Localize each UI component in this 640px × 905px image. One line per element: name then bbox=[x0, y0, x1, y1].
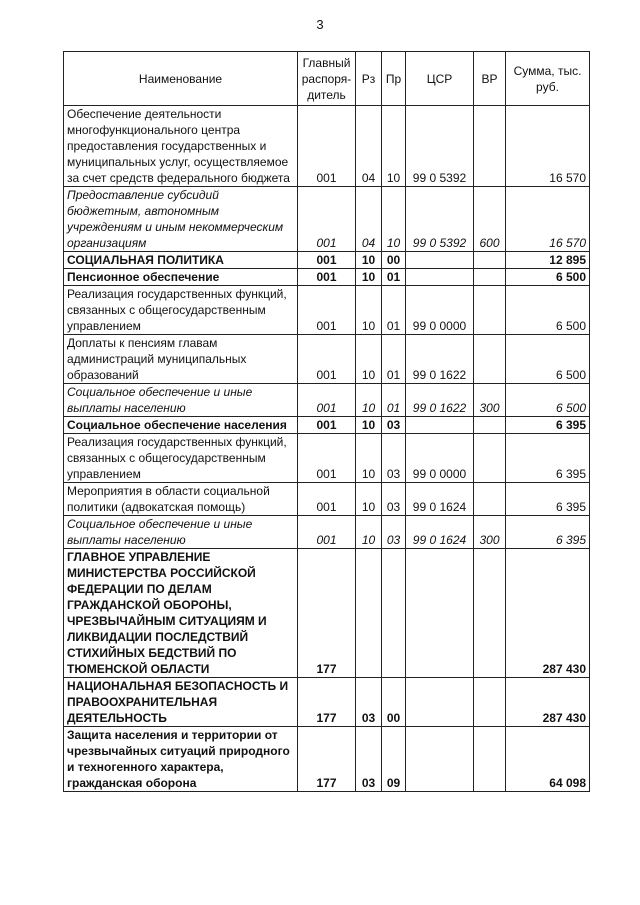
cell-pr: 10 bbox=[382, 187, 406, 252]
cell-csr: 99 0 5392 bbox=[406, 106, 474, 187]
cell-sum: 6 395 bbox=[506, 483, 590, 516]
table-row bbox=[64, 187, 590, 252]
cell-name: НАЦИОНАЛЬНАЯ БЕЗОПАСНОСТЬ И ПРАВООХРАНИТЕЛЬНАЯ ДЕЯТЕЛЬНОСТЬ bbox=[64, 678, 298, 727]
table-row bbox=[64, 417, 590, 434]
cell-csr: 99 0 5392 bbox=[406, 187, 474, 252]
cell-vr bbox=[474, 269, 506, 286]
table-row bbox=[64, 434, 590, 483]
cell-name: Защита населения и территории от чрезвычайных ситуаций природного и техногенного характера, гражданская оборона bbox=[64, 727, 298, 792]
cell-sum: 16 570 bbox=[506, 106, 590, 187]
cell-pr: 03 bbox=[382, 483, 406, 516]
cell-chief: 177 bbox=[298, 549, 356, 678]
table-row bbox=[64, 678, 590, 727]
cell-vr bbox=[474, 252, 506, 269]
cell-sum: 6 395 bbox=[506, 516, 590, 549]
cell-sum: 6 500 bbox=[506, 384, 590, 417]
cell-rz: 10 bbox=[356, 252, 382, 269]
cell-name: Социальное обеспечение населения bbox=[64, 417, 298, 434]
cell-rz bbox=[356, 549, 382, 678]
cell-name: Мероприятия в области социальной политики (адвокатская помощь) bbox=[64, 483, 298, 516]
cell-csr: 99 0 1624 bbox=[406, 516, 474, 549]
cell-name: ГЛАВНОЕ УПРАВЛЕНИЕ МИНИСТЕРСТВА РОССИЙСКОЙ ФЕДЕРАЦИИ ПО ДЕЛАМ ГРАЖДАНСКОЙ ОБОРОНЫ, ЧРЕЗВЫЧАЙНЫМ СИТУАЦИЯМ И ЛИКВИДАЦИИ ПОСЛЕДСТВИЙ СТИХИЙНЫХ БЕДСТВИЙ ПО ТЮМЕНСКОЙ ОБЛАСТИ bbox=[64, 549, 298, 678]
cell-chief: 001 bbox=[298, 269, 356, 286]
header-pr: Пр bbox=[382, 52, 406, 106]
cell-vr bbox=[474, 335, 506, 384]
header-vr: ВР bbox=[474, 52, 506, 106]
cell-rz: 10 bbox=[356, 335, 382, 384]
cell-csr bbox=[406, 678, 474, 727]
table-row bbox=[64, 516, 590, 549]
cell-pr: 01 bbox=[382, 269, 406, 286]
cell-chief: 177 bbox=[298, 727, 356, 792]
cell-pr: 01 bbox=[382, 335, 406, 384]
budget-table bbox=[63, 51, 590, 792]
cell-chief: 001 bbox=[298, 252, 356, 269]
cell-rz: 10 bbox=[356, 417, 382, 434]
table-row bbox=[64, 286, 590, 335]
cell-name: Доплаты к пенсиям главам администраций муниципальных образований bbox=[64, 335, 298, 384]
cell-name: Социальное обеспечение и иные выплаты населению bbox=[64, 516, 298, 549]
cell-name: Пенсионное обеспечение bbox=[64, 269, 298, 286]
cell-pr bbox=[382, 549, 406, 678]
cell-chief: 001 bbox=[298, 106, 356, 187]
cell-chief: 001 bbox=[298, 335, 356, 384]
cell-rz: 10 bbox=[356, 483, 382, 516]
cell-vr bbox=[474, 727, 506, 792]
cell-sum: 287 430 bbox=[506, 678, 590, 727]
cell-chief: 001 bbox=[298, 384, 356, 417]
cell-rz: 10 bbox=[356, 516, 382, 549]
cell-chief: 177 bbox=[298, 678, 356, 727]
cell-vr bbox=[474, 417, 506, 434]
cell-pr: 03 bbox=[382, 434, 406, 483]
cell-chief: 001 bbox=[298, 434, 356, 483]
cell-sum: 6 500 bbox=[506, 286, 590, 335]
cell-rz: 10 bbox=[356, 286, 382, 335]
cell-csr: 99 0 1622 bbox=[406, 335, 474, 384]
cell-csr: 99 0 1624 bbox=[406, 483, 474, 516]
cell-rz: 03 bbox=[356, 727, 382, 792]
cell-csr: 99 0 0000 bbox=[406, 434, 474, 483]
cell-pr: 03 bbox=[382, 417, 406, 434]
cell-sum: 64 098 bbox=[506, 727, 590, 792]
header-csr: ЦСР bbox=[406, 52, 474, 106]
cell-vr bbox=[474, 106, 506, 187]
cell-name: Предоставление субсидий бюджетным, автономным учреждениям и иным некоммерческим организациям bbox=[64, 187, 298, 252]
table-row bbox=[64, 106, 590, 187]
table-row bbox=[64, 252, 590, 269]
header-rz: Рз bbox=[356, 52, 382, 106]
cell-csr bbox=[406, 549, 474, 678]
cell-rz: 04 bbox=[356, 187, 382, 252]
table-row bbox=[64, 727, 590, 792]
cell-csr bbox=[406, 252, 474, 269]
cell-sum: 287 430 bbox=[506, 549, 590, 678]
table-row bbox=[64, 335, 590, 384]
table-row bbox=[64, 549, 590, 678]
cell-pr: 01 bbox=[382, 286, 406, 335]
cell-name: Обеспечение деятельности многофункционального центра предоставления государственных и муниципальных услуг, осуществляемое за счет средств федерального бюджета bbox=[64, 106, 298, 187]
cell-sum: 6 395 bbox=[506, 434, 590, 483]
cell-csr bbox=[406, 269, 474, 286]
cell-sum: 6 500 bbox=[506, 335, 590, 384]
cell-rz: 03 bbox=[356, 678, 382, 727]
cell-sum: 6 395 bbox=[506, 417, 590, 434]
cell-vr bbox=[474, 549, 506, 678]
cell-pr: 10 bbox=[382, 106, 406, 187]
cell-pr: 00 bbox=[382, 678, 406, 727]
cell-vr: 600 bbox=[474, 187, 506, 252]
cell-sum: 12 895 bbox=[506, 252, 590, 269]
table-row bbox=[64, 483, 590, 516]
cell-vr bbox=[474, 678, 506, 727]
cell-pr: 03 bbox=[382, 516, 406, 549]
cell-rz: 04 bbox=[356, 106, 382, 187]
cell-vr bbox=[474, 286, 506, 335]
header-chief: Главный распоря-дитель bbox=[298, 52, 356, 106]
cell-vr: 300 bbox=[474, 516, 506, 549]
cell-vr bbox=[474, 434, 506, 483]
cell-sum: 6 500 bbox=[506, 269, 590, 286]
cell-chief: 001 bbox=[298, 286, 356, 335]
cell-vr bbox=[474, 483, 506, 516]
table-row bbox=[64, 269, 590, 286]
cell-csr bbox=[406, 417, 474, 434]
page-number: 3 bbox=[316, 17, 324, 32]
header-sum: Сумма, тыс. руб. bbox=[506, 52, 590, 106]
cell-rz: 10 bbox=[356, 269, 382, 286]
header-name: Наименование bbox=[64, 52, 298, 106]
cell-sum: 16 570 bbox=[506, 187, 590, 252]
cell-chief: 001 bbox=[298, 187, 356, 252]
cell-chief: 001 bbox=[298, 483, 356, 516]
cell-rz: 10 bbox=[356, 384, 382, 417]
cell-name: Социальное обеспечение и иные выплаты населению bbox=[64, 384, 298, 417]
table-body bbox=[64, 106, 590, 792]
table-row bbox=[64, 384, 590, 417]
cell-chief: 001 bbox=[298, 417, 356, 434]
header-row bbox=[64, 52, 590, 106]
cell-name: Реализация государственных функций, связанных с общегосударственным управлением bbox=[64, 286, 298, 335]
cell-pr: 00 bbox=[382, 252, 406, 269]
cell-csr: 99 0 0000 bbox=[406, 286, 474, 335]
cell-chief: 001 bbox=[298, 516, 356, 549]
cell-csr bbox=[406, 727, 474, 792]
cell-csr: 99 0 1622 bbox=[406, 384, 474, 417]
cell-pr: 01 bbox=[382, 384, 406, 417]
cell-pr: 09 bbox=[382, 727, 406, 792]
cell-vr: 300 bbox=[474, 384, 506, 417]
cell-name: СОЦИАЛЬНАЯ ПОЛИТИКА bbox=[64, 252, 298, 269]
cell-name: Реализация государственных функций, связанных с общегосударственным управлением bbox=[64, 434, 298, 483]
cell-rz: 10 bbox=[356, 434, 382, 483]
